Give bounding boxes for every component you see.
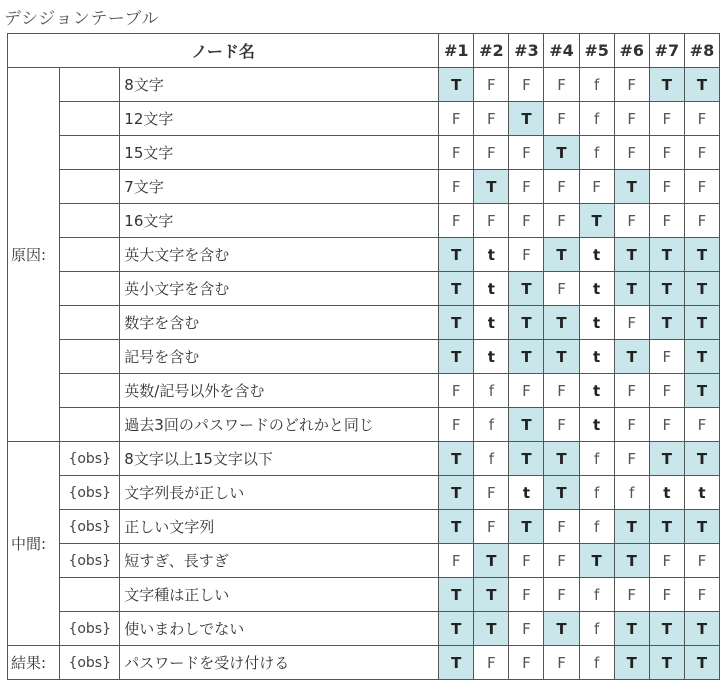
node-name-cell: 使いまわしでない <box>120 612 439 646</box>
value-cell: T <box>579 544 614 578</box>
column-header: #4 <box>544 34 579 68</box>
obs-cell <box>60 272 120 306</box>
value-cell: T <box>684 612 719 646</box>
value-cell: T <box>614 170 649 204</box>
decision-table <box>7 33 720 680</box>
node-name-cell: 7文字 <box>120 170 439 204</box>
value-cell: T <box>649 68 684 102</box>
value-cell: F <box>544 272 579 306</box>
value-cell: t <box>579 238 614 272</box>
node-name-cell: 短すぎ、長すぎ <box>120 544 439 578</box>
value-cell: T <box>474 544 509 578</box>
value-cell: T <box>439 68 474 102</box>
value-cell: F <box>439 544 474 578</box>
value-cell: F <box>684 136 719 170</box>
value-cell: T <box>649 612 684 646</box>
value-cell: T <box>474 612 509 646</box>
value-cell: t <box>579 374 614 408</box>
value-cell: F <box>649 340 684 374</box>
value-cell: T <box>544 442 579 476</box>
value-cell: T <box>544 238 579 272</box>
value-cell: t <box>579 272 614 306</box>
obs-cell: {obs} <box>60 510 120 544</box>
value-cell: F <box>544 510 579 544</box>
column-header: #8 <box>684 34 719 68</box>
value-cell: F <box>649 578 684 612</box>
value-cell: T <box>439 340 474 374</box>
value-cell: F <box>614 442 649 476</box>
value-cell: F <box>439 204 474 238</box>
node-name-cell: 8文字 <box>120 68 439 102</box>
value-cell: f <box>579 476 614 510</box>
table-row <box>8 374 720 408</box>
value-cell: T <box>684 306 719 340</box>
value-cell: t <box>474 306 509 340</box>
value-cell: F <box>544 578 579 612</box>
value-cell: f <box>579 578 614 612</box>
value-cell: F <box>684 544 719 578</box>
value-cell: F <box>614 204 649 238</box>
table-row <box>8 238 720 272</box>
value-cell: f <box>579 646 614 680</box>
value-cell: T <box>439 306 474 340</box>
value-cell: T <box>439 510 474 544</box>
value-cell: T <box>684 68 719 102</box>
value-cell: F <box>544 408 579 442</box>
column-header: #6 <box>614 34 649 68</box>
value-cell: T <box>509 442 544 476</box>
table-row <box>8 578 720 612</box>
table-row <box>8 544 720 578</box>
table-row <box>8 272 720 306</box>
value-cell: F <box>649 374 684 408</box>
value-cell: F <box>544 204 579 238</box>
value-cell: F <box>544 170 579 204</box>
value-cell: F <box>649 136 684 170</box>
value-cell: T <box>614 612 649 646</box>
value-cell: f <box>579 612 614 646</box>
value-cell: F <box>439 102 474 136</box>
obs-cell <box>60 374 120 408</box>
value-cell: F <box>544 68 579 102</box>
value-cell: F <box>509 374 544 408</box>
value-cell: T <box>684 340 719 374</box>
value-cell: F <box>509 170 544 204</box>
value-cell: F <box>684 204 719 238</box>
value-cell: F <box>509 578 544 612</box>
value-cell: T <box>649 442 684 476</box>
value-cell: T <box>544 476 579 510</box>
node-name-cell: 英数/記号以外を含む <box>120 374 439 408</box>
column-header: #3 <box>509 34 544 68</box>
group-label: 結果: <box>8 646 60 680</box>
value-cell: F <box>684 578 719 612</box>
value-cell: T <box>439 578 474 612</box>
value-cell: T <box>439 442 474 476</box>
value-cell: F <box>684 102 719 136</box>
value-cell: f <box>579 68 614 102</box>
node-name-cell: 英小文字を含む <box>120 272 439 306</box>
value-cell: F <box>439 170 474 204</box>
value-cell: F <box>509 646 544 680</box>
value-cell: T <box>439 272 474 306</box>
value-cell: T <box>439 646 474 680</box>
table-row <box>8 68 720 102</box>
node-name-cell: 15文字 <box>120 136 439 170</box>
column-header: #7 <box>649 34 684 68</box>
value-cell: f <box>614 476 649 510</box>
obs-cell <box>60 102 120 136</box>
value-cell: F <box>684 170 719 204</box>
obs-cell: {obs} <box>60 646 120 680</box>
header-row <box>8 34 720 68</box>
node-name-cell: 文字列長が正しい <box>120 476 439 510</box>
column-header: #5 <box>579 34 614 68</box>
value-cell: T <box>474 170 509 204</box>
value-cell: f <box>579 510 614 544</box>
value-cell: t <box>579 306 614 340</box>
value-cell: F <box>474 476 509 510</box>
value-cell: t <box>474 272 509 306</box>
value-cell: T <box>579 204 614 238</box>
value-cell: f <box>579 136 614 170</box>
value-cell: T <box>544 136 579 170</box>
value-cell: T <box>509 408 544 442</box>
value-cell: T <box>649 306 684 340</box>
value-cell: F <box>474 102 509 136</box>
value-cell: F <box>579 170 614 204</box>
obs-cell <box>60 170 120 204</box>
value-cell: F <box>474 136 509 170</box>
table-row <box>8 476 720 510</box>
obs-cell <box>60 408 120 442</box>
table-row <box>8 612 720 646</box>
value-cell: T <box>614 510 649 544</box>
value-cell: T <box>684 238 719 272</box>
value-cell: F <box>509 136 544 170</box>
value-cell: T <box>614 544 649 578</box>
table-caption: デシジョンテーブル <box>4 9 159 29</box>
column-header: #1 <box>439 34 474 68</box>
value-cell: F <box>614 374 649 408</box>
value-cell: F <box>544 646 579 680</box>
value-cell: F <box>614 136 649 170</box>
value-cell: F <box>649 544 684 578</box>
node-name-cell: 英大文字を含む <box>120 238 439 272</box>
value-cell: F <box>474 646 509 680</box>
value-cell: F <box>439 374 474 408</box>
value-cell: T <box>684 442 719 476</box>
value-cell: F <box>614 68 649 102</box>
node-name-cell: 記号を含む <box>120 340 439 374</box>
group-label: 原因: <box>8 68 60 442</box>
obs-cell <box>60 578 120 612</box>
obs-cell: {obs} <box>60 476 120 510</box>
value-cell: F <box>614 102 649 136</box>
value-cell: f <box>474 442 509 476</box>
value-cell: T <box>439 476 474 510</box>
group-label: 中間: <box>8 442 60 646</box>
table-row <box>8 646 720 680</box>
value-cell: F <box>684 408 719 442</box>
value-cell: T <box>649 646 684 680</box>
table-row <box>8 408 720 442</box>
value-cell: t <box>579 340 614 374</box>
obs-cell: {obs} <box>60 442 120 476</box>
value-cell: T <box>439 238 474 272</box>
obs-cell: {obs} <box>60 612 120 646</box>
value-cell: F <box>474 510 509 544</box>
value-cell: t <box>509 476 544 510</box>
value-cell: T <box>509 340 544 374</box>
value-cell: F <box>544 102 579 136</box>
value-cell: F <box>474 68 509 102</box>
node-name-cell: 正しい文字列 <box>120 510 439 544</box>
value-cell: T <box>509 510 544 544</box>
value-cell: F <box>509 68 544 102</box>
value-cell: F <box>544 374 579 408</box>
value-cell: F <box>614 306 649 340</box>
obs-cell: {obs} <box>60 544 120 578</box>
value-cell: T <box>684 510 719 544</box>
value-cell: F <box>614 578 649 612</box>
value-cell: t <box>474 340 509 374</box>
value-cell: T <box>614 272 649 306</box>
value-cell: f <box>474 408 509 442</box>
table-row <box>8 136 720 170</box>
value-cell: F <box>649 170 684 204</box>
table-row <box>8 170 720 204</box>
table-row <box>8 204 720 238</box>
node-name-header: ノード名 <box>8 34 439 68</box>
value-cell: T <box>614 646 649 680</box>
value-cell: T <box>614 238 649 272</box>
value-cell: F <box>544 544 579 578</box>
obs-cell <box>60 238 120 272</box>
value-cell: t <box>649 476 684 510</box>
node-name-cell: パスワードを受け付ける <box>120 646 439 680</box>
node-name-cell: 数字を含む <box>120 306 439 340</box>
node-name-cell: 16文字 <box>120 204 439 238</box>
value-cell: T <box>509 102 544 136</box>
value-cell: T <box>684 272 719 306</box>
value-cell: F <box>509 544 544 578</box>
table-row <box>8 442 720 476</box>
table-row <box>8 340 720 374</box>
node-name-cell: 8文字以上15文字以下 <box>120 442 439 476</box>
table-row <box>8 306 720 340</box>
value-cell: T <box>439 612 474 646</box>
value-cell: f <box>579 442 614 476</box>
value-cell: T <box>544 612 579 646</box>
value-cell: F <box>509 612 544 646</box>
column-header: #2 <box>474 34 509 68</box>
value-cell: F <box>439 408 474 442</box>
value-cell: T <box>509 272 544 306</box>
value-cell: T <box>684 646 719 680</box>
table-row <box>8 102 720 136</box>
value-cell: F <box>614 408 649 442</box>
value-cell: F <box>649 102 684 136</box>
obs-cell <box>60 306 120 340</box>
node-name-cell: 過去3回のパスワードのどれかと同じ <box>120 408 439 442</box>
value-cell: t <box>579 408 614 442</box>
value-cell: F <box>439 136 474 170</box>
obs-cell <box>60 340 120 374</box>
value-cell: F <box>649 204 684 238</box>
value-cell: F <box>509 204 544 238</box>
value-cell: f <box>579 102 614 136</box>
value-cell: T <box>684 374 719 408</box>
value-cell: f <box>474 374 509 408</box>
value-cell: F <box>649 408 684 442</box>
value-cell: T <box>474 578 509 612</box>
value-cell: T <box>614 340 649 374</box>
node-name-cell: 文字種は正しい <box>120 578 439 612</box>
obs-cell <box>60 68 120 102</box>
value-cell: T <box>509 306 544 340</box>
value-cell: T <box>544 340 579 374</box>
value-cell: T <box>649 510 684 544</box>
node-name-cell: 12文字 <box>120 102 439 136</box>
value-cell: T <box>649 238 684 272</box>
value-cell: F <box>474 204 509 238</box>
value-cell: T <box>544 306 579 340</box>
obs-cell <box>60 136 120 170</box>
table-row <box>8 510 720 544</box>
value-cell: T <box>649 272 684 306</box>
value-cell: t <box>684 476 719 510</box>
obs-cell <box>60 204 120 238</box>
value-cell: t <box>474 238 509 272</box>
value-cell: F <box>509 238 544 272</box>
